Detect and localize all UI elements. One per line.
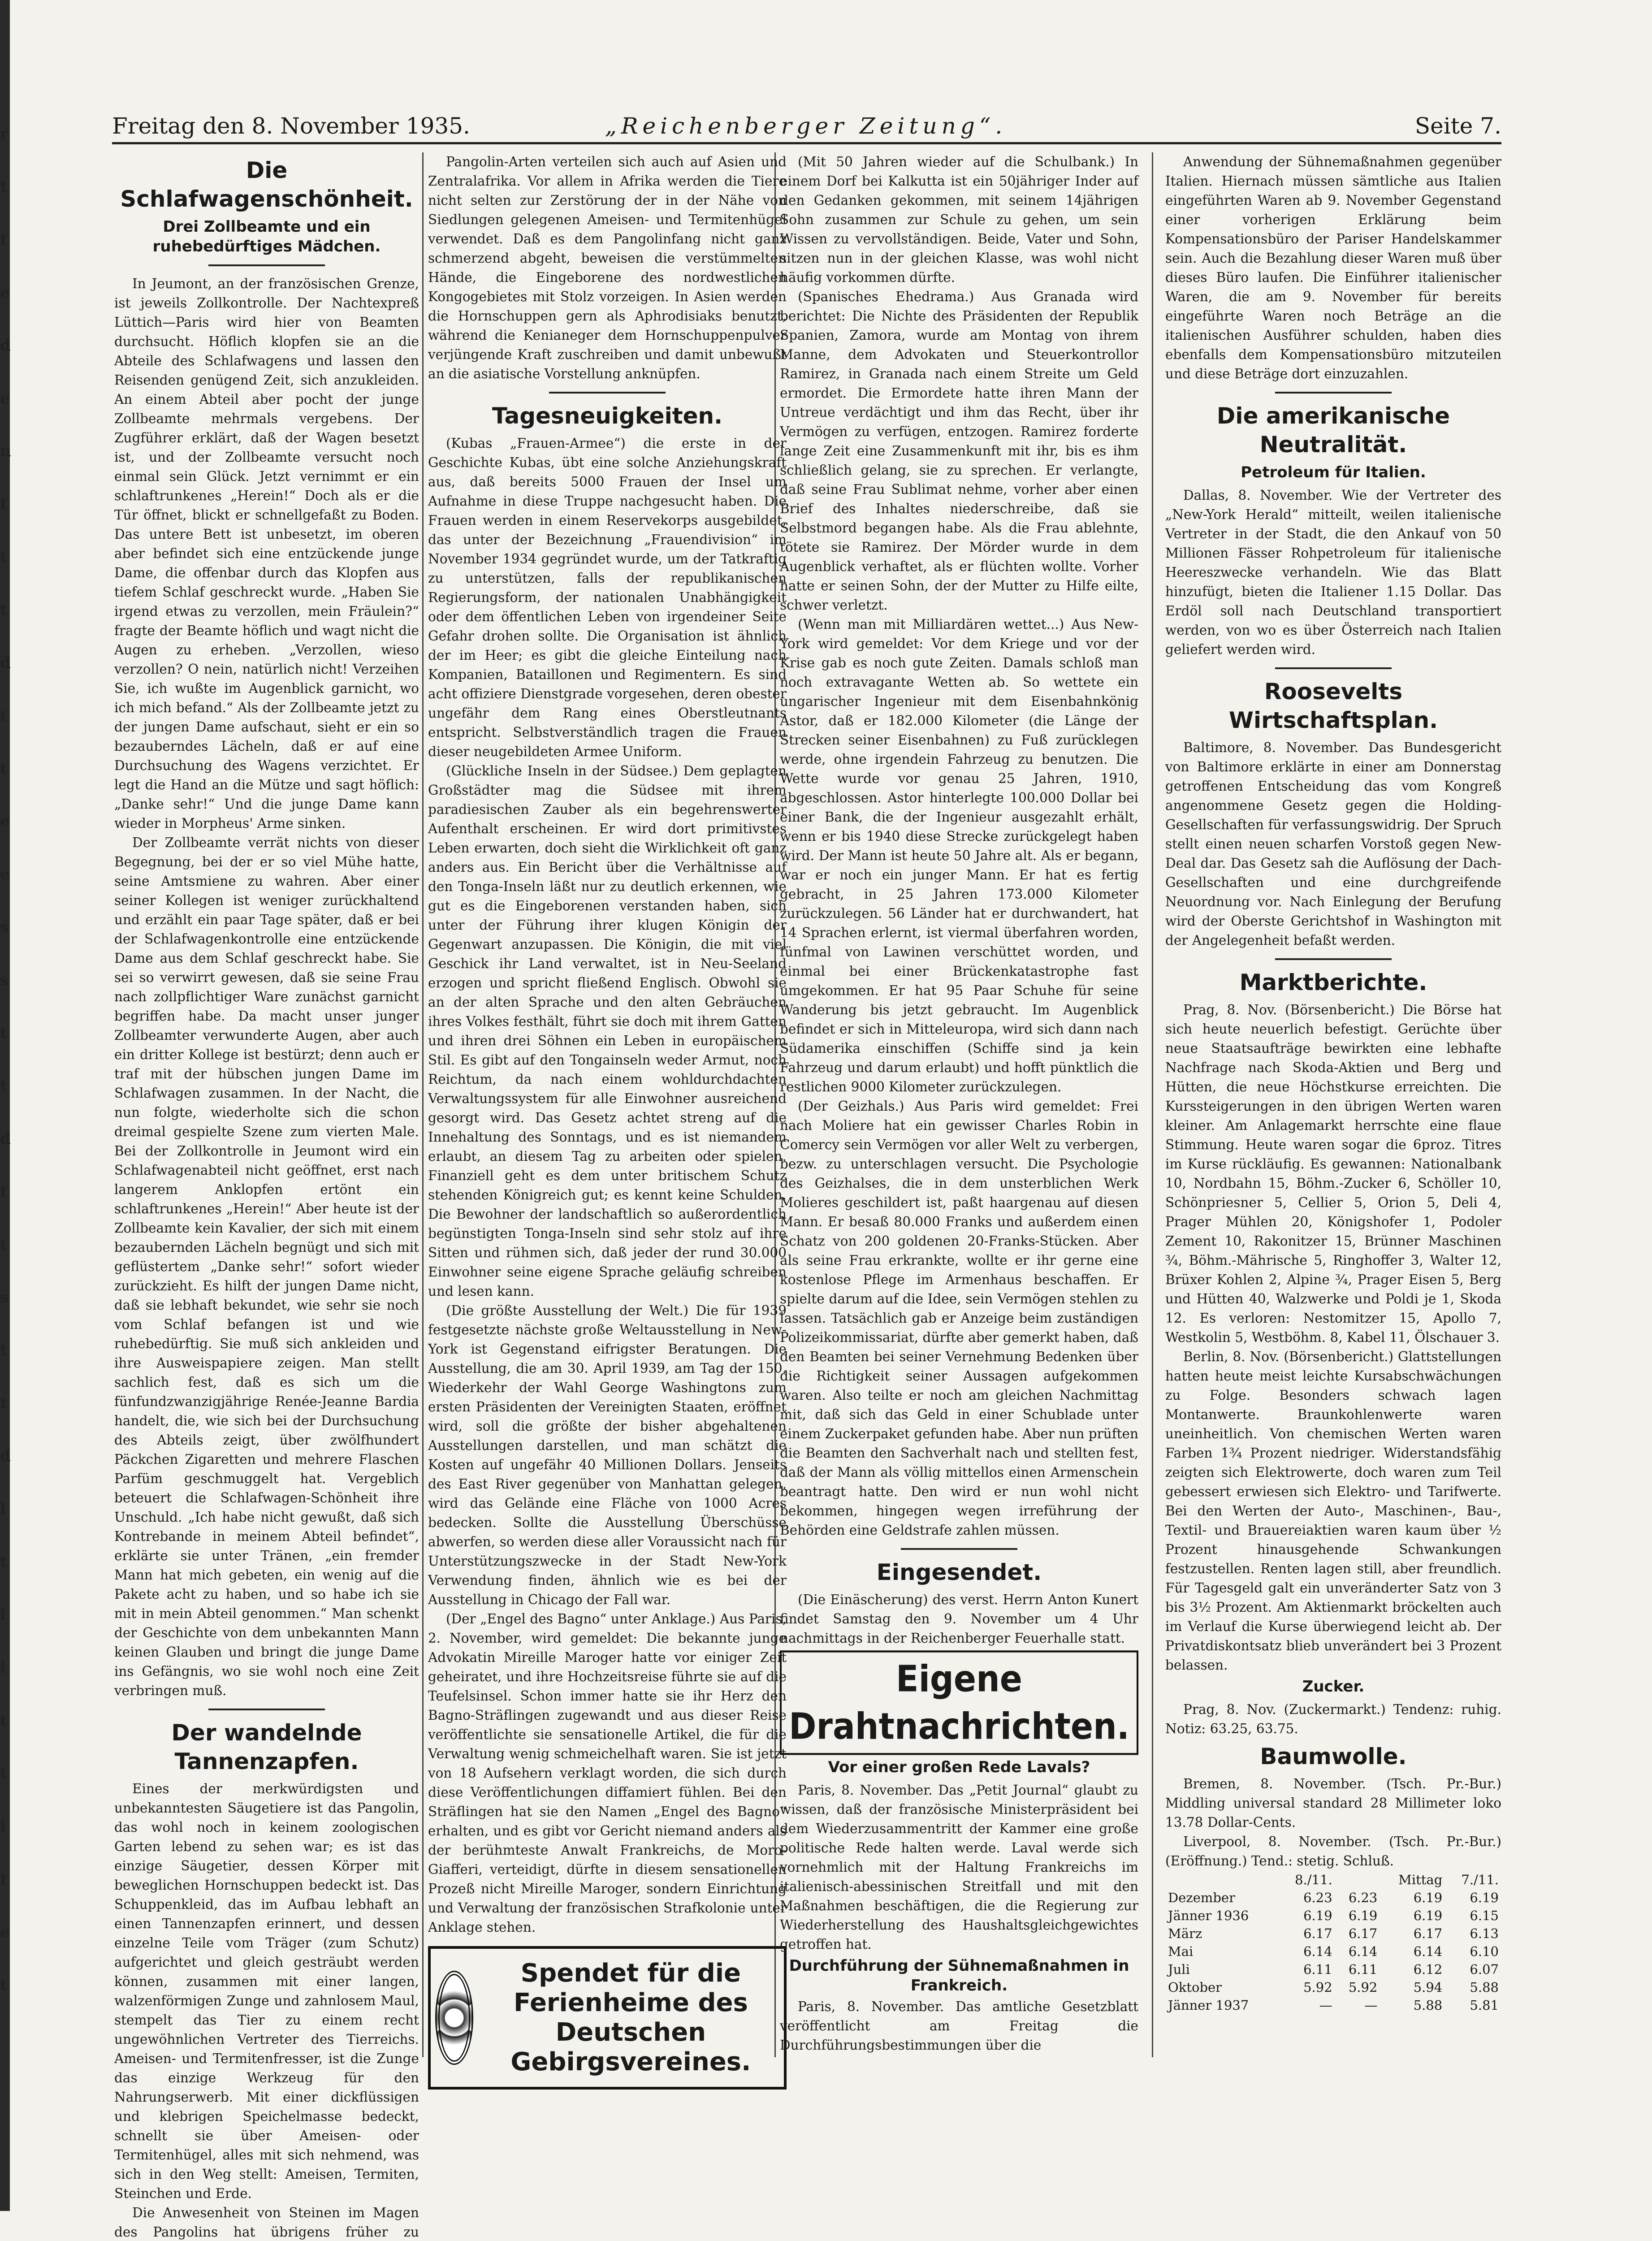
news-item: (Der Geizhals.) Aus Paris wird gemeldet: Frei nach Moliere hat ein gewisser Charles Robin in Comercy sein Vermögen vor aller Welt zu verbergen, bezw. zu unterschlagen versucht. Die Psychologie des Geizhalses, die in dem unsterblichen Werk Molieres geschildert ist, paßt haargenau auf diesen Mann. Er besaß 80.000 Franks und außerdem einen Schatz von 200 goldenen 20-Franks-Stücken. Aber als seine Frau erkrankte, wollte er ihr gerne eine kostenlose Pflege im Armenhaus beschaffen. Er spielte darum auf die Idee, sein Vermögen stehlen zu lassen. Tatsächlich gab er Anzeige beim zuständigen Polizeikommissariat, dürfte aber gemerkt haben, daß den Beamten bei seiner Vernehmung Bedenken über die Richtigkeit seiner Aussagen aufgekommen waren. Also teilte er noch am gleichen Nachmittag mit, daß sich das Geld in einer Schublade unter einem Zuckerpaket gefunden habe. Aber nun prüften die Beamten den Sachverhalt nach und stellten fest, daß der Mann als völlig mittellos einen Armenschein beantragt hatte. Den wird er nun wohl nicht bekommen, hingegen wegen irreführung der Behörden eine Geldstrafe zahlen müssen. bbox=[780, 1099, 1138, 1538]
wire-item: Baltimore, 8. November. Das Bundesgericht von Baltimore erklärte in einer am Donnerstag getroffenen Entscheidung das vom Kongreß angenommene Gesetz gegen die Holding-Gesellschaften für verfassungswidrig. Der Spruch stellt einen neuen scharfen Vorstoß gegen New-Deal dar. Das Gesetz sah die Auflösung der Dach-Gesellschaften und eine durchgreifende Neuordnung vor. Nach Einlegung der Berufung wird der Oberste Gerichtshof in Washington mit der Angelegenheit befaßt werden. bbox=[1165, 740, 1501, 948]
table-cell: 5.81 bbox=[1470, 1998, 1499, 2013]
margin-letter: e bbox=[0, 389, 10, 407]
table-cell: 6.19 bbox=[1413, 1890, 1443, 1905]
section-headline: Tagesneuigkeiten. bbox=[492, 403, 723, 429]
margin-letter: d bbox=[0, 1130, 11, 1148]
margin-letter: t bbox=[0, 1183, 7, 1201]
table-cell: 5.92 bbox=[1348, 1980, 1378, 1995]
notice: (Die Einäscherung) des verst. Herrn Anton Kunert findet Samstag den 9. November um 4 Uhr nachmittags in der Reichenberger Feuerhalle statt. bbox=[780, 1592, 1138, 1646]
table-cell: 6.12 bbox=[1413, 1962, 1443, 1977]
news-item: (Mit 50 Jahren wieder auf die Schulbank.) In einem Dorf bei Kalkutta ist ein 50jähriger Inder auf den Gedanken gekommen, mit seinem 14jährigen Sohn zusammen zur Schule zu gehen, um sein Wissen zu vervollständigen. Beide, Vater und Sohn, sitzen nun in der gleichen Klasse, was wohl nicht häufig vorkommen dürfte. bbox=[780, 154, 1138, 285]
section-headline: Eingesendet. bbox=[876, 1559, 1042, 1585]
advertisement-text: Spendet für die Ferienheime des Deutschen Gebirgsvereines. bbox=[510, 1959, 751, 2077]
market-report: Liverpool, 8. November. (Tsch. Pr.-Bur.) (Eröffnung.) Tend.: stetig. Schluß. bbox=[1165, 1834, 1501, 1869]
article-paragraph: Der Zollbeamte verrät nichts von dieser Begegnung, bei der er so viel Mühe hatte, seine Amtsmiene zu wahren. Aber einer seiner Kollegen ist weniger zurückhaltend und erzählt ein paar Tage später, daß er bei der Schlafwagenkontrolle eine entzückende Dame aus dem Schlaf geschreckt habe. Sie sei so verwirrt gewesen, daß sie seine Frau nach zollpflichtiger Ware zunächst garnicht begriffen habe. Da macht unser junger Zollbeamter verwunderte Augen, aber auch ein dritter Kollege ist bestürzt; denn auch er traf mit der hübschen jungen Dame im Schlafwagen zusammen. In der Nacht, die nun folgte, wiederholte sich die schon dreimal gespielte Szene zum vierten Male. Bei der Zollkontrolle in Jeumont wird ein Schlafwagenabteil nicht geöffnet, erst nach langerem Anklopfen ertönt ein schlaftrunkenes „Herein!“ Aber heute ist der Zollbeamte kein Kavalier, der sich mit einem bezaubernden Lächeln begnügt und sich mit geflüstertem „Danke sehr!“ sofort wieder zurückzieht. Es hilft der jungen Dame nicht, daß sie lebhaft bekundet, wie sehr sie noch vom Schlaf befangen ist und wie ruhebedürftig. Sie muß sich ankleiden und ihre Ausweispapiere zeigen. Man stellt sachlich fest, daß es sich um die fünfundzwanzigjährige Renée-Jeanne Bardia handelt, die, wie sich bei der Durchsuchung des Abteils zeigt, über zwölfhundert Päckchen Zigaretten und mehrere Flaschen Parfüm geschmuggelt hat. Vergeblich beteuert die Schlafwagen-Schönheit ihre Unschuld. „Ich habe nicht gewußt, daß sich Kontrebande in meinem Abteil befindet“, erklärte sie unter Tränen, „ein fremder Mann hat mich gebeten, ein wenig auf die Pakete acht zu haben, und so habe ich sie mit in mein Abteil genommen.“ Man schenkt der Geschichte von dem unbekannten Mann keinen Glauben und bringt die junge Dame ins Gefängnis, wo sie wohl noch eine Zeit verbringen muß. bbox=[114, 835, 419, 1698]
table-cell: 6.14 bbox=[1348, 1944, 1378, 1959]
margin-letter: e bbox=[0, 865, 10, 883]
table-cell: — bbox=[1364, 1998, 1378, 2013]
market-report: Prag, 8. Nov. (Zuckermarkt.) Tendenz: ruhig. Notiz: 63.25, 63.75. bbox=[1165, 1702, 1501, 1736]
table-cell: 5.88 bbox=[1413, 1998, 1443, 2013]
table-row bbox=[1165, 1996, 1501, 2014]
market-report: Bremen, 8. November. (Tsch. Pr.-Bur.) Middling universal standard 28 Millimeter loko 13.78 Dollar-Cents. bbox=[1165, 1776, 1501, 1830]
margin-letter: i bbox=[0, 1659, 6, 1677]
article-headline: Roosevelts Wirtschaftsplan. bbox=[1228, 679, 1438, 733]
table-cell: 6.19 bbox=[1413, 1908, 1443, 1923]
table-cell: 6.15 bbox=[1470, 1908, 1499, 1923]
table-cell: Mai bbox=[1168, 1944, 1194, 1959]
market-headline: Baumwolle. bbox=[1260, 1743, 1407, 1769]
header-masthead: „Reichenberger Zeitung“. bbox=[605, 113, 1007, 139]
news-item: (Spanisches Ehedrama.) Aus Granada wird berichtet: Die Nichte des Präsidenten der Republik Spanien, Zamora, wurde am Montag von ihrem Manne, dem Advokaten und Steuerkontrollor Ramirez, in Granada nach einem Streite um Geld ermordet. Die Ermordete hatte ihren Mann der Untreue verdächtigt und ihm das Recht, über ihr Vermögen zu verfügen, entzogen. Ramirez forderte lange Zeit eine Zusammenkunft mit ihr, bis es ihm schließlich gelang, sie zu sprechen. Er verlangte, daß seine Frau Sublimat nehme, vorher aber einen Brief des Inhaltes niederschreibe, daß sie Selbstmord begangen habe. Als die Frau ablehnte, tötete sie Ramirez. Der Mörder wurde in dem Augenblick verhaftet, als er flüchten wollte. Vorher hatte er seinen Sohn, der der Mutter zu Hilfe eilte, schwer verletzt. bbox=[780, 289, 1138, 613]
margin-letter: e bbox=[0, 284, 10, 302]
club-emblem-icon bbox=[435, 1971, 473, 2065]
article-subheadline: Petroleum für Italien. bbox=[1241, 463, 1426, 481]
page-header bbox=[112, 104, 1501, 144]
table-cell: Dezember bbox=[1168, 1890, 1235, 1905]
column-separator bbox=[1152, 152, 1153, 2057]
margin-letter: e bbox=[0, 813, 10, 831]
margin-letter: s bbox=[0, 1289, 9, 1307]
article-paragraph: Die Anwesenheit von Steinen im Magen des Pangolins hat übrigens früher zu bbox=[114, 2205, 419, 2240]
article-paragraph: Eines der merkwürdigsten und unbekanntesten Säugetiere ist das Pangolin, das wohl noch in keinem zoologischen Garten lebend zu sehen war; es ist das einzige Säugetier, dessen Körper mit beweglichen Hornschuppen bedeckt ist. Das Schuppenkleid, das im Aufbau lebhaft an einen Tannenzapfen erinnert, und dessen einzelne Teile vom Träger (zum Schutz) aufgerichtet und gleich gesträubt werden können, zusammen mit einer langen, walzenförmigen Zunge und zahnlosem Maul, stempelt das Tier zu einem recht ungewöhnlichen Vertreter des Tierreichs. Ameisen- und Termitenfresser, ist die Zunge das einzige Werkzeug für den Nahrungserwerb. Mit einer dickflüssigen und klebrigen Speichelmasse bedeckt, schnellt sie über Ameisen- oder Termitenhügel, alles mit sich nehmend, was sich in den Weg stellt: Ameisen, Termiten, Steinchen und Erde. bbox=[114, 1781, 419, 2201]
margin-letter: t bbox=[0, 1553, 7, 1571]
divider bbox=[901, 1548, 1017, 1550]
margin-letter: t bbox=[0, 1765, 7, 1782]
table-header-cell: 8./11. bbox=[1295, 1872, 1332, 1887]
table-cell: 5.92 bbox=[1303, 1980, 1332, 1995]
table-row bbox=[1165, 1960, 1501, 1978]
margin-letter: d bbox=[0, 654, 11, 672]
table-cell: 6.11 bbox=[1348, 1962, 1378, 1977]
margin-letter: t bbox=[0, 1712, 7, 1730]
divider bbox=[549, 392, 666, 394]
market-headline: Zucker. bbox=[1302, 1678, 1365, 1696]
margin-scraps bbox=[0, 108, 13, 2012]
divider bbox=[208, 264, 325, 266]
table-cell: 5.88 bbox=[1470, 1980, 1499, 1995]
margin-letter: t bbox=[0, 548, 7, 566]
table-row bbox=[1165, 1978, 1501, 1996]
table-cell: 6.07 bbox=[1470, 1962, 1499, 1977]
margin-letter: t bbox=[0, 1870, 7, 1888]
article-headline: Der wandelnde Tannenzapfen. bbox=[171, 1720, 362, 1774]
margin-letter: t bbox=[0, 1077, 7, 1095]
header-date: Freitag den 8. November 1935. bbox=[112, 113, 470, 139]
margin-letter: l bbox=[0, 1500, 6, 1518]
article-subheadline: Durchführung der Sühnemaßnahmen in Frankreich. bbox=[789, 1957, 1129, 1994]
margin-letter: t bbox=[0, 1394, 7, 1412]
table-header-row bbox=[1165, 1871, 1501, 1889]
table-cell: 6.23 bbox=[1303, 1890, 1332, 1905]
article-subheadline: Vor einer großen Rede Lavals? bbox=[828, 1758, 1090, 1776]
table-row bbox=[1165, 1889, 1501, 1907]
margin-letter: t bbox=[0, 707, 7, 725]
margin-letter: d bbox=[0, 337, 11, 355]
table-body bbox=[1165, 1889, 1501, 2014]
margin-letter: t bbox=[0, 1976, 7, 1994]
column-3 bbox=[780, 152, 1138, 2066]
divider bbox=[1275, 667, 1392, 669]
table-cell: 6.14 bbox=[1303, 1944, 1332, 1959]
table-cell: 6.19 bbox=[1348, 1908, 1378, 1923]
table-cell: 6.17 bbox=[1413, 1926, 1443, 1941]
cotton-price-table bbox=[1165, 1871, 1501, 2014]
table-cell: 6.17 bbox=[1303, 1926, 1332, 1941]
table-header-cell: 7./11. bbox=[1461, 1872, 1499, 1887]
market-report: Berlin, 8. Nov. (Börsenbericht.) Glattstellungen hatten heute meist leichte Kursabschwächungen zu Folge. Besonders schwach lagen Montanwerte. Braunkohlenwerte waren uneinheitlich. Von chemischen Werten waren Farben 1¾ Prozent niedriger. Widerstandsfähig zeigten sich Elektrowerte, doch waren zum Teil gebessert erwiesen sich Elektro- und Tarifwerte. Bei den Werten der Auto-, Maschinen-, Bau-, Textil- und Brauereiaktien waren kaum über ½ Prozent hinausgehende Schwankungen festzustellen. Renten lagen still, aber freundlich. Für Tagesgeld galt ein unveränderter Satz von 3 bis 3½ Prozent. Am Aktienmarkt bröckelten auch im Verlauf die Kurse überwiegend leicht ab. Der Privatdiskontsatz blieb unverändert bei 3 Prozent belassen. bbox=[1165, 1349, 1501, 1673]
wire-item: Paris, 8. November. Das amtliche Gesetzblatt veröffentlicht am Freitag die Durchführungsbestimmungen über die bbox=[780, 1999, 1138, 2053]
table-row bbox=[1165, 1925, 1501, 1942]
table-cell: 6.14 bbox=[1413, 1944, 1443, 1959]
table-cell: 6.23 bbox=[1348, 1890, 1378, 1905]
table-cell: 6.17 bbox=[1348, 1926, 1378, 1941]
divider bbox=[1275, 392, 1392, 394]
news-item: (Wenn man mit Milliardären wettet...) Aus New-York wird gemeldet: Vor dem Kriege und vor der Krise gab es noch gute Zeiten. Damals schloß man noch extravagante Wetten ab. So wettete ein ungarischer Ingenieur mit dem Eisenbahnkönig Astor, daß er 182.000 Kilometer (die Länge der Strecken seiner Eisenbahnen) zu Fuß zurücklegen werde, ohne irgendein Fahrzeug zu benutzen. Die Wette wurde vor genau 25 Jahren, 1910, abgeschlossen. Astor hinterlegte 100.000 Dollar bei einer Bank, die der Ingenieur ausgezahlt erhält, wenn er bis 1940 diese Strecke zurückgelegt haben wird. Der Mann ist heute 50 Jahre alt. Als er begann, war er noch ein junger Mann. Er hat es fertig gebracht, in 25 Jahren 173.000 Kilometer zurückzulegen. 56 Länder hat er durchwandert, hat 14 Sprachen erlernt, ist viermal überfahren worden, fünfmal von Lawinen verschüttet worden, und einmal bei einer Brückenkatastrophe fast umgekommen. Er hat 95 Paar Schuhe für seine Wanderung bis jetzt gebraucht. Im Augenblick befindet er sich in Mitteleuropa, wird sich dann nach Südamerika einschiffen (Schiffe sind ja kein Fahrzeug und darum erlaubt) und hofft pünktlich die restlichen 9000 Kilometer zurückzulegen. bbox=[780, 617, 1138, 1095]
table-cell: Jänner 1937 bbox=[1168, 1998, 1249, 2013]
margin-letter: t bbox=[0, 1024, 7, 1042]
margin-letter: t bbox=[0, 231, 7, 249]
market-report: Prag, 8. Nov. (Börsenbericht.) Die Börse hat sich heute neuerlich befestigt. Gerüchte über neue Staatsaufträge bewirkten eine lebhafte Nachfrage nach Skoda-Aktien und Berg und Hütten, die neue Höchstkurse erreichten. Die Kurssteigerungen in den übrigen Werten waren kleiner. Am Anlagemarkt herrschte eine flaue Stimmung. Heute waren sogar die 6proz. Titres im Kurse rückläufig. Es gewannen: Nationalbank 10, Nordbahn 15, Böhm.-Zucker 6, Schöller 10, Schönpriesner 5, Cellier 5, Orion 5, Deli 4, Prager Mühlen 20, Königshofer 1, Podoler Zement 10, Rakonitzer 15, Brünner Maschinen ¾, Böhm.-Mährische 5, Ringhoffer 3, Walter 12, Brüxer Kohlen 2, Alpine ¾, Prager Eisen 5, Berg und Hütten 40, Walzwerke und Poldi je 1, Skoda 12. Es verloren: Nestomitzer 15, Apollo 7, Westkolin 5, Westböhm. 8, Kabel 11, Ölschauer 3. bbox=[1165, 1002, 1501, 1345]
news-item: (Glückliche Inseln in der Südsee.) Dem geplagten Großstädter mag die Südsee mit ihrem paradiesischen Zauber als ein begehrenswerter Aufenthalt erscheinen. Er wird dort primitivstes Leben erwarten, doch sieht die Wirklichkeit oft ganz anders aus. Ein Bericht über die Verhältnisse auf den Tonga-Inseln läßt nur zu deutlich erkennen, wie gut es die Eingeborenen verstanden haben, sich unter der Führung ihrer klugen Königin der Gegenwart anzupassen. Die Königin, die mit viel Geschick ihr Land verwaltet, ist in Neu-Seeland erzogen und spricht fließend Englisch. Obwohl sie an der alten Sprache und den alten Gebräuchen ihres Volkes festhält, führt sie doch mit ihrem Gatten und ihren drei Söhnen ein Leben in europäischem Stil. Es gibt auf den Tongainseln weder Armut, noch Reichtum, da nach einem wohldurchdachten Verwaltungssystem für alle Einwohner ausreichend gesorgt wird. Das Gesetz achtet streng auf die Innehaltung des Sonntags, und es ist niemandem erlaubt, an diesem Tag zu arbeiten oder spielen. Finanziell geht es dem unter britischem Schutz stehenden Königreich gut; es kennt keine Schulden. Die Bewohner der landschaftlich so außerordentlich begünstigten Tonga-Inseln sind sehr stolz auf ihre Sitten und rühmen sich, daß jeder der rund 30.000 Einwohner seine eigene Sprache geläufig schreiben und lesen kann. bbox=[428, 763, 787, 1299]
section-headline: Marktberichte. bbox=[1239, 969, 1427, 995]
wire-item: Dallas, 8. November. Wie der Vertreter des „New-York Herald“ mitteilt, weilen italienische Vertreter in der Stadt, die den Ankauf von 50 Millionen Fässer Rohpetroleum für italienische Heereszwecke verhandeln. Wie das Blatt hinzufügt, bieten die Italiener 1.15 Dollar. Das Erdöl soll nach Deutschland transportiert werden, von wo es über Österreich nach Italien geliefert werden wird. bbox=[1165, 488, 1501, 657]
table-header-cell bbox=[1165, 1871, 1279, 1889]
table-cell: 6.19 bbox=[1470, 1890, 1499, 1905]
margin-letter: t bbox=[0, 1236, 7, 1254]
column-4 bbox=[1165, 152, 1501, 2066]
margin-letter: i bbox=[0, 1817, 6, 1835]
article-headline: Die Schlafwagenschönheit. bbox=[120, 157, 413, 212]
margin-letter: t bbox=[0, 1341, 7, 1359]
table-header-cell bbox=[1335, 1871, 1380, 1889]
column-1 bbox=[114, 152, 419, 2240]
margin-letter: s bbox=[0, 971, 9, 989]
divider bbox=[1275, 958, 1392, 960]
table-cell: — bbox=[1319, 1998, 1332, 2013]
wire-item: Anwendung der Sühnemaßnahmen gegenüber Italien. Hiernach müssen sämtliche aus Italien eingeführten Waren ab 9. November Gegenstand einer vorherigen Erklärung beim Kompensationsbüro der Pariser Handelskammer sein. Auch die Bezahlung dieser Waren muß über dieses Büro laufen. Die Einführer italienischer Waren, die am 9. November für bereits eingeführte Waren noch Beträge an die italienischen Ausführer schulden, haben dies ebenfalls dem Kompensationsbüro mitzuteilen und diese Beträge dort einzuzahlen. bbox=[1165, 154, 1501, 381]
margin-letter: i bbox=[0, 1606, 6, 1624]
margin-letter: t bbox=[0, 760, 7, 778]
header-page-number: Seite 7. bbox=[1414, 113, 1501, 139]
table-cell: 6.11 bbox=[1303, 1962, 1332, 1977]
margin-letter: t bbox=[0, 495, 7, 513]
table-cell: 5.94 bbox=[1413, 1980, 1443, 1995]
margin-letter: d bbox=[0, 1447, 11, 1465]
article-subheadline: Drei Zollbeamte und ein ruhebedürftiges Mädchen. bbox=[152, 218, 381, 255]
table-cell: März bbox=[1168, 1926, 1202, 1941]
column-separator bbox=[422, 152, 424, 2057]
margin-letter: t bbox=[0, 601, 7, 619]
margin-letter: t bbox=[0, 178, 7, 196]
table-row bbox=[1165, 1907, 1501, 1925]
wire-item: Paris, 8. November. Das „Petit Journal“ glaubt zu wissen, daß der französische Ministerpräsident bei dem Wiederzusammentritt der Kammer eine große politische Rede halten werde. Laval werde sich vornehmlich mit der Haltung Frankreichs im italienisch-abessinischen Streitfall und mit den Maßnahmen beschäftigen, die die Regierung zur Wiederherstellung des Haushaltsgleichgewichtes getroffen hat. bbox=[780, 1782, 1138, 1952]
margin-letter: r bbox=[0, 125, 8, 143]
margin-letter: n bbox=[0, 442, 11, 460]
table-cell: Jänner 1936 bbox=[1168, 1908, 1249, 1923]
article-paragraph: Pangolin-Arten verteilen sich auch auf Asien und Zentralafrika. Vor allem in Afrika werden die Tiere nicht selten zur Zerstörung der in der Nähe von Siedlungen gelegenen Ameisen- und Termitenhügel verwendet. Daß es dem Pangolinfang nicht ganz schmerzend abgeht, beweisen die verstümmelten Hände, die Eingeborene des nordwestlichen Kongogebietes mit Stolz vorzeigen. In Asien werden die Hornschuppen gern als Aphrodisiaks benutzt, während die Kenianeger dem Hornschuppenpulver verjüngende Kraft zuschreiben und damit unbewußt an die asiatische Vorstellung anknüpfen. bbox=[428, 154, 787, 381]
table-cell: 6.10 bbox=[1470, 1944, 1499, 1959]
article-headline: Die amerikanische Neutralität. bbox=[1216, 403, 1450, 458]
margin-letter: e bbox=[0, 1923, 10, 1941]
table-row bbox=[1165, 1942, 1501, 1960]
table-header-cell: Mittag bbox=[1398, 1872, 1443, 1887]
article-paragraph: In Jeumont, an der französischen Grenze, ist jeweils Zollkontrolle. Der Nachtexpreß Lüttich—Paris wird hier von Beamten durchsucht. Höflich klopfen sie an die Abteile des Schlafwagens und lassen den Reisenden genügend Zeit, sich anzukleiden. An einem Abteil aber pocht der junge Zollbeamte mehrmals vergebens. Der Zugführer erklärt, daß der Wagen besetzt ist, und der Zollbeamte versucht noch einmal sein Glück. Jetzt vernimmt er ein schlaftrunkenes „Herein!“ Doch als er die Tür öffnet, blickt er schnellgefaßt zu Boden. Das untere Bett ist unbesetzt, im oberen aber befindet sich eine entzückende junge Dame, die offenbar durch das Klopfen aus tiefem Schlaf geschreckt wurde. „Haben Sie irgend etwas zu verzollen, mein Fräulein?“ fragte der Beamte höflich und wagt nicht die Augen zu erheben. „Verzollen, wieso verzollen? O nein, natürlich nicht! Verzeihen Sie, ich wußte im Augenblick garnicht, wo ich mich befand.“ Als der Zollbeamte jetzt zu der jungen Dame aufschaut, sieht er ein so bezauberndes Lächeln, daß er auf eine Durchsuchung des Wagens verzichtet. Er legt die Hand an die Mütze und sagt höflich: „Danke sehr!“ Und die junge Dame kann wieder in Morpheus' Arme sinken. bbox=[114, 276, 419, 831]
divider bbox=[208, 1709, 325, 1710]
wire-news-banner: Eigene Drahtnachrichten. bbox=[780, 1650, 1138, 1755]
table-cell: Oktober bbox=[1168, 1980, 1222, 1995]
news-item: (Kubas „Frauen-Armee“) die erste in der Geschichte Kubas, übt eine solche Anziehungskraft aus, daß bereits 5000 Frauen der Insel um Aufnahme in diese Truppe nachgesucht haben. Die Frauen werden in einem Reservekorps ausgebildet, das unter der Bezeichnung „Frauendivision“ im November 1934 gegründet wurde, um der Tatkraftig zu unterstützen, falls der republikanischen Regierungsform, der nationalen Unabhängigkeit oder dem öffentlichen Leben von irgendeiner Seite Gefahr drohen sollte. Die Organisation ist ähnlich der im Heer; es gibt die gleiche Einteilung nach Kompanien, Bataillonen und Regimentern. Es sind acht offiziere Dienstgrade vorgesehen, deren obester ungefähr dem Rang eines Oberstleutnants entspricht. Selbstverständlich tragen die Frauen dieser neugebildeten Armee Uniform. bbox=[428, 436, 787, 759]
news-item: (Die größte Ausstellung der Welt.) Die für 1939 festgesetzte nächste große Weltausstellung in New-York ist Gegenstand eifrigster Beratungen. Die Ausstellung, die am 30. April 1939, am Tag der 150. Wiederkehr der Wahl George Washingtons zum ersten Präsidenten der Vereinigten Staaten, eröffnet wird, soll die größte der bisher abgehaltenen Ausstellungen darstellen, und man schätzt die Kosten auf ungefähr 40 Millionen Dollars. Jenseits des East River gegenüber von Manhattan gelegen, wird das Gelände eine Fläche von 1000 Acres bedecken. Sollte die Ausstellung Überschüsse abwerfen, so werden diese aller Voraussicht nach für Unterstützungszwecke in der Stadt New-York Verwendung finden, ähnlich wie es bei der Ausstellung in Chicago der Fall war. bbox=[428, 1303, 787, 1607]
table-cell: 6.13 bbox=[1470, 1926, 1499, 1941]
margin-letter: s bbox=[0, 918, 9, 936]
news-item: (Der „Engel des Bagno“ unter Anklage.) Aus Paris, 2. November, wird gemeldet: Die bekannte junge Advokatin Mireille Maroger hatte vor einiger Zeit geheiratet, und ihre Hochzeitsreise führte sie auf die Teufelsinsel. Schon immer hatte sie ihr Herz den Bagno-Sträflingen zugewandt und aus dieser Reise veröffentlichte sie sensationelle Artikel, die für die Verwaltung wenig schmeichelhaft waren. Sie ist jetzt von 18 Aufsehern verklagt worden, die sich durch diese Veröffentlichungen diffamiert fühlen. Bei den Sträflingen hat sie den Namen „Engel des Bagno“ erhalten, und es gibt vor Gericht niemand anders als der berühmteste Anwalt Frankreichs, de Moro-Giafferi, verteidigt, dürfte in diesem sensationellen Prozeß nicht Mireille Maroger, sondern Einrichtung und Verwaltung der französischen Strafkolonie unter Anklage stehen. bbox=[428, 1611, 787, 1935]
advertisement-box bbox=[428, 1946, 787, 2090]
table-cell: 6.19 bbox=[1303, 1908, 1332, 1923]
column-2 bbox=[428, 152, 787, 2077]
table-cell: Juli bbox=[1168, 1962, 1190, 1977]
